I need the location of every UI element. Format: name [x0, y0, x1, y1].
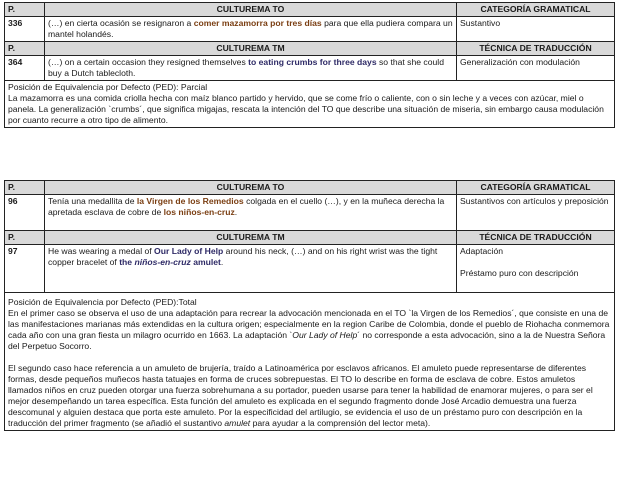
technique-1: Adaptación: [460, 246, 504, 256]
table-row: [5, 245, 615, 293]
col-culturema-tm-header: CULTUREMA TM: [45, 231, 457, 245]
grammatical-category: Sustantivos con artículos y preposición: [457, 195, 615, 231]
target-text-part: around his neck, (…) and on his right wrist was the tight copper bracelet of: [48, 246, 438, 267]
grammatical-category: Sustantivo: [457, 17, 615, 42]
target-text: [45, 245, 457, 293]
table-row: [5, 17, 615, 42]
translation-technique: Generalización con modulación: [457, 56, 615, 81]
col-culturema-tm-header: CULTUREMA TM: [45, 42, 457, 56]
analysis-text-italic: Our Lady of Help: [292, 330, 358, 340]
highlighted-culturema: los niños-en-cruz: [163, 207, 235, 217]
highlighted-culturema: to eating crumbs for three days: [248, 57, 377, 67]
target-text-part: He was wearing a medal of: [48, 246, 155, 256]
target-text-part: .: [220, 257, 224, 267]
highlighted-culturema: Our Lady of Help: [154, 246, 224, 256]
ped-heading: Posición de Equivalencia por Defecto (PED): Parcial: [8, 82, 208, 92]
col-categoria-header: CATEGORÍA GRAMATICAL: [457, 3, 615, 17]
col-p-header: P.: [5, 42, 45, 56]
target-text-part: so that she could buy a Dutch tablecloth.: [48, 57, 444, 78]
page-number: 97: [5, 245, 45, 293]
analysis-cell: [5, 293, 615, 431]
source-text-part: colgada en el cuello (…), y en la muñeca derecha la apretada esclava de cobre de: [48, 196, 445, 217]
analysis-row: [5, 293, 615, 431]
page-number: 336: [5, 17, 45, 42]
source-text-part: Tenía una medallita de: [48, 196, 137, 206]
source-text-part: (…) en cierta ocasión se resignaron a: [48, 18, 194, 28]
analysis-text: La mazamorra es una comida criolla hecha con maíz blanco partido y hervido, que se come frío o caliente, con o sin leche y a veces con azúcar, miel o panela. La generalización `crumbs´, que significa migajas, rescata la intención del TO que describe una situación de miseria, sin embargo causa modulación por cuanto recurre a otro tipo de alimento.: [8, 93, 604, 125]
culturema-table-2: [4, 180, 615, 431]
target-text: [45, 56, 457, 81]
highlighted-culturema: the: [119, 257, 135, 267]
source-text-part: para que ella pudiera compara un mantel holandés.: [48, 18, 453, 39]
highlighted-culturema-italic: niños-en-cruz: [134, 257, 191, 267]
col-p-header: P.: [5, 3, 45, 17]
highlighted-culturema: la Virgen de los Remedios: [136, 196, 244, 206]
source-text: [45, 195, 457, 231]
table-header-row: [5, 181, 615, 195]
page-number: 96: [5, 195, 45, 231]
table-header-row: [5, 42, 615, 56]
highlighted-culturema: amulet: [190, 257, 221, 267]
spacer: [460, 257, 611, 268]
col-p-header: P.: [5, 231, 45, 245]
source-text-part: .: [234, 207, 238, 217]
col-categoria-header: CATEGORÍA GRAMATICAL: [457, 181, 615, 195]
table-row: [5, 195, 615, 231]
table-header-row: [5, 3, 615, 17]
col-tecnica-header: TÉCNICA DE TRADUCCIÓN: [457, 231, 615, 245]
culturema-table-1: [4, 2, 615, 128]
analysis-paragraph-2: [8, 363, 611, 429]
analysis-text: ´ no corresponde a esta advocación, sino a la de Nuestra Señora del Perpetuo Socorro.: [8, 330, 606, 351]
table-row: [5, 56, 615, 81]
analysis-text: para ayudar a la comprensión del lector meta).: [250, 418, 431, 428]
target-text-part: (…) on a certain occasion they resigned themselves: [48, 57, 249, 67]
col-culturema-to-header: CULTUREMA TO: [45, 3, 457, 17]
analysis-cell: [5, 81, 615, 128]
technique-2: Préstamo puro con descripción: [460, 268, 579, 278]
col-p-header: P.: [5, 181, 45, 195]
page-number: 364: [5, 56, 45, 81]
translation-technique: [457, 245, 615, 293]
spacer: [8, 352, 611, 363]
analysis-text: En el primer caso se observa el uso de una adaptación para recrear la advocación mencionada en el TO `la Virgen de los Remedios´, que consiste en una de las manifestaciones marianas más extendidas en la cultura origen; especialmente en la region Caribe de Colombia, donde el pueblo de Riohacha conmemora cada año con una gran fiesta un milagro ocurrido en 1663. La adaptación `: [8, 308, 610, 340]
ped-heading: Posición de Equivalencia por Defecto (PED):Total: [8, 297, 197, 307]
col-culturema-to-header: CULTUREMA TO: [45, 181, 457, 195]
col-tecnica-header: TÉCNICA DE TRADUCCIÓN: [457, 42, 615, 56]
analysis-row: [5, 81, 615, 128]
source-text: [45, 17, 457, 42]
analysis-text: El segundo caso hace referencia a un amuleto de brujería, traído a Latinoamérica por esclavos africanos. El amuleto puede representarse de diferentes formas, desde pequeños muñecos hasta tatuajes en forma de cruces sobrepuestas. El TO lo describe en forma de esclava de cobre. Estos amuletos llamados niños en cruz pueden otorgar una fuerza sobrehumana a su portador, pueden usarse para tener la habilidad de enamorar mujeres, o para ser el mejor desempeñando un tarea específica. Esta función del amuleto es explicada en el segundo fragmento donde José Arcadio demuestra una fuerza descomunal y alguien destaca que porta este amuleto. Por la especificidad del artilugio, se evidencia el uso de un préstamo puro con descripción en la traducción del primer fragmento (se añadió el sustantivo: [8, 363, 593, 428]
analysis-paragraph-1: [8, 308, 611, 352]
highlighted-culturema: comer mazamorra por tres días: [193, 18, 322, 28]
table-header-row: [5, 231, 615, 245]
analysis-text-italic: amulet: [224, 418, 251, 428]
